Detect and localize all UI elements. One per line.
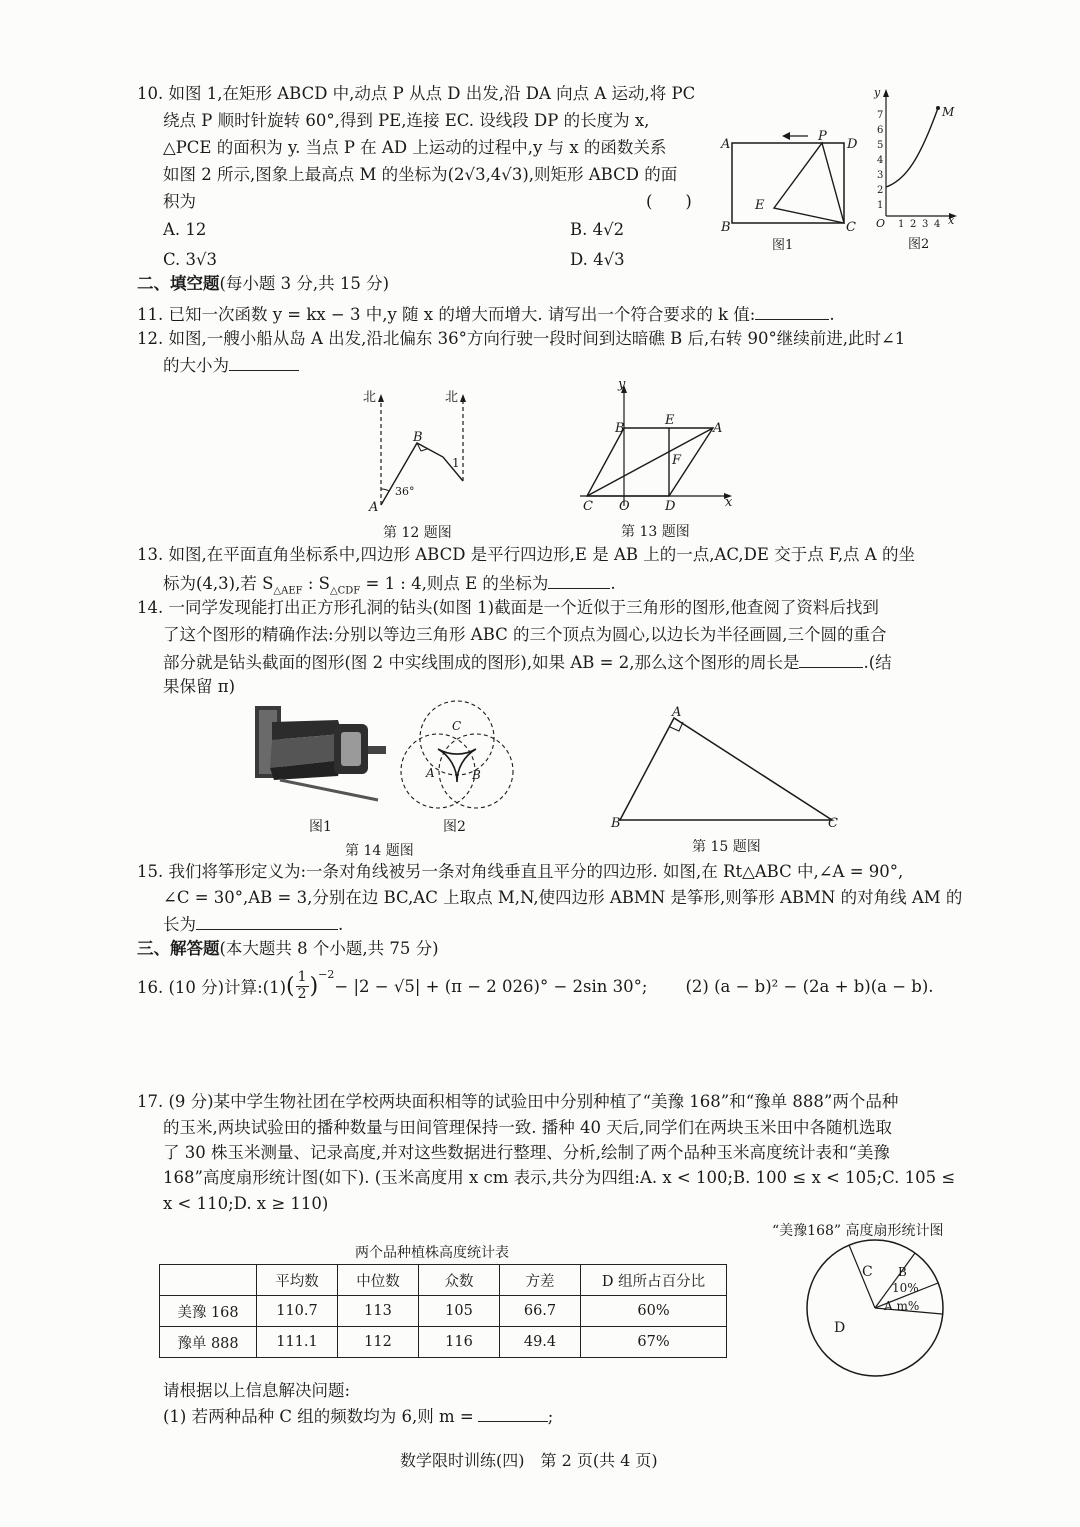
q17-sub1-tail: ; — [547, 1407, 554, 1426]
fig1-label-e: E — [755, 198, 765, 213]
table-cell: 67% — [581, 1327, 727, 1358]
q15-figure — [610, 705, 850, 858]
q14-fig-label-a: A — [426, 766, 435, 780]
q12-fig-caption: 第 12 题图 — [383, 525, 452, 541]
q14-line-3-text: 部分就是钻头截面的图形(图 2 中实线围成的图形),如果 AB = 2,那么这个图形的周长是 — [163, 653, 800, 672]
q16-prefix: 16. (10 分)计算:(1) — [137, 978, 287, 997]
table-cell: 49.4 — [500, 1327, 581, 1358]
q13-sub-cdf: △CDF — [329, 585, 361, 597]
q14-answer-blank[interactable] — [799, 653, 863, 668]
q12-fig-north-2: 北 — [445, 390, 459, 405]
fig2-ytick-4: 4 — [877, 155, 884, 166]
q12-answer-blank[interactable] — [229, 356, 299, 371]
q17-prompt: 请根据以上信息解决问题: — [163, 1381, 351, 1400]
table-cell: 66.7 — [500, 1296, 581, 1327]
fig1-label-p: P — [818, 129, 827, 144]
fig2-ytick-7: 7 — [877, 110, 884, 121]
q16-fraction — [296, 970, 309, 1002]
table-cell: 112 — [338, 1327, 419, 1358]
table-cell: 116 — [419, 1327, 500, 1358]
q14-drill-photo — [250, 706, 390, 806]
q17-line-2: 的玉米,两块试验田的播种数量与田间管理保持一致. 播种 40 天后,同学们在两块玉米田中各随机选取 — [163, 1118, 892, 1137]
q10-figure-2 — [872, 86, 962, 256]
table-header-empty — [160, 1265, 257, 1296]
q12-fig-angle-1: 1 — [452, 456, 460, 470]
q17-stats-table — [159, 1264, 727, 1358]
q12-line-1: 12. 如图,一艘小船从岛 A 出发,沿北偏东 36°方向行驶一段时间到达暗礁 B 后,右转 90°继续前进,此时∠1 — [137, 329, 906, 348]
fig1-caption: 图1 — [772, 238, 794, 253]
q15-line-3 — [163, 915, 343, 934]
q10-option-b: B. 4√2 — [570, 220, 625, 239]
q12-line-2 — [163, 356, 299, 375]
q16-paren-open: ( — [286, 973, 295, 999]
table-header-variance: 方差 — [500, 1265, 581, 1296]
q10-option-c: C. 3√3 — [163, 250, 218, 269]
q13-fig-label-o: O — [619, 499, 630, 514]
q13-fig-label-c: C — [583, 499, 593, 514]
table-cell: 105 — [419, 1296, 500, 1327]
q16-paren-close: ) — [309, 973, 319, 999]
section-2-title: 二、填空题 — [137, 274, 220, 293]
fig2-xtick-1: 1 — [898, 219, 905, 230]
q10-line-3: △PCE 的面积为 y. 当点 P 在 AD 上运动的过程中,y 与 x 的函数关系 — [163, 138, 667, 157]
fig2-point-m: M — [942, 105, 955, 119]
q13-fig-label-f: F — [672, 453, 682, 468]
section-3-note: (本大题共 8 个小题,共 75 分) — [219, 939, 439, 958]
pie-label-c: C — [862, 1264, 873, 1280]
q15-tail: . — [338, 915, 344, 934]
q11-text: 11. 已知一次函数 y = kx − 3 中,y 随 x 的增大而增大. 请写出一个符合要求的 k 值: — [137, 305, 756, 324]
fig2-x-axis-label: x — [948, 214, 955, 227]
fig2-caption: 图2 — [908, 237, 930, 252]
q14-fig-label-c: C — [452, 719, 462, 733]
q13-figure — [575, 377, 740, 545]
q13-fig-label-b: B — [615, 421, 625, 436]
q13-sub-aef: △AEF — [273, 585, 303, 597]
table-header-mode: 众数 — [419, 1265, 500, 1296]
q16-rest: − |2 − √5| + (π − 2 026)° − 2sin 30°; — [334, 976, 648, 996]
q11-answer-blank[interactable] — [755, 305, 829, 320]
fig2-xtick-2: 2 — [910, 219, 917, 230]
q15-fig-label-b: B — [611, 816, 621, 831]
page-footer: 数学限时训练(四) 第 2 页(共 4 页) — [400, 1451, 658, 1470]
q12-fig-label-b: B — [413, 430, 423, 445]
fig1-label-a: A — [721, 137, 731, 152]
pie-label-b-percent: 10% — [892, 1281, 919, 1295]
q15-fig-label-c: C — [828, 816, 838, 831]
q14-line-4: 果保留 π) — [163, 677, 236, 696]
q17-sub1-blank[interactable] — [478, 1407, 548, 1422]
q10-answer-paren: ( ) — [646, 192, 692, 211]
q14-line-2: 了这个图形的精确作法:分别以等边三角形 ABC 的三个顶点为圆心,以边长为半径画圆,三个圆的重合 — [163, 625, 887, 644]
pie-label-b: B — [898, 1265, 907, 1279]
q13-line-2c: = 1 : 4,则点 E 的坐标为 — [360, 574, 549, 593]
q10-option-a: A. 12 — [163, 220, 207, 239]
q12-fig-north-1: 北 — [363, 390, 377, 405]
fig2-xtick-3: 3 — [922, 219, 929, 230]
fig1-label-d: D — [847, 137, 858, 152]
table-cell: 美豫 168 — [160, 1296, 257, 1327]
q17-table-title: 两个品种植株高度统计表 — [355, 1245, 509, 1261]
section-3-heading — [137, 941, 439, 958]
q15-line-2: ∠C = 30°,AB = 3,分别在边 BC,AC 上取点 M,N,使四边形 ABMN 是筝形,则筝形 ABMN 的对角线 AM 的 — [163, 888, 963, 907]
table-cell: 60% — [581, 1296, 727, 1327]
q17-sub1-text: (1) 若两种品种 C 组的频数均为 6,则 m = — [163, 1407, 474, 1426]
table-cell: 111.1 — [257, 1327, 338, 1358]
q12-figure — [355, 385, 485, 545]
q17-line-3: 了 30 株玉米测量、记录高度,并对这些数据进行整理、分析,绘制了两个品种玉米高度统计表和“美豫 — [163, 1143, 890, 1162]
q13-fig-label-d: D — [665, 499, 676, 514]
q17-line-1: 17. (9 分)某中学生物社团在学校两块面积相等的试验田中分别种植了“美豫 168”和“豫单 888”两个品种 — [137, 1092, 899, 1111]
q14-line-1: 14. 一同学发现能打出正方形孔洞的钻头(如图 1)截面是一个近似于三角形的图形,他查阅了资料后找到 — [137, 598, 879, 617]
fig1-label-c: C — [846, 220, 856, 235]
fig1-label-b: B — [721, 220, 731, 235]
section-2-note: (每小题 3 分,共 15 分) — [219, 274, 390, 293]
table-header-d-percent: D 组所占百分比 — [581, 1265, 727, 1296]
q15-answer-blank[interactable] — [196, 915, 338, 930]
section-2-heading — [137, 276, 389, 293]
q17-pie-chart — [800, 1238, 952, 1378]
table-cell: 豫单 888 — [160, 1327, 257, 1358]
q13-fig-y-label: y — [618, 377, 626, 392]
q10-line-4: 如图 2 所示,图象上最高点 M 的坐标为(2√3,4√3),则矩形 ABCD 的面 — [163, 165, 678, 184]
q14-fig-label-b: B — [472, 768, 481, 782]
table-row — [160, 1296, 727, 1327]
fig2-xtick-4: 4 — [934, 219, 941, 230]
q17-line-4: 168”高度扇形统计图(如下). (玉米高度用 x cm 表示,共分为四组:A. x < 100;B. 100 ≤ x < 105;C. 105 ≤ — [163, 1168, 956, 1187]
q13-tail: . — [610, 574, 616, 593]
fig2-origin-label: O — [876, 217, 886, 230]
q13-fig-caption: 第 13 题图 — [621, 524, 690, 540]
table-cell: 113 — [338, 1296, 419, 1327]
q10-figure-1 — [718, 118, 868, 258]
fig2-ytick-6: 6 — [877, 125, 884, 136]
q13-line-1: 13. 如图,在平面直角坐标系中,四边形 ABCD 是平行四边形,E 是 AB 上的一点,AC,DE 交于点 F,点 A 的坐 — [137, 545, 915, 564]
question-11 — [137, 305, 835, 324]
q13-line-2 — [163, 574, 616, 596]
q14-fig-caption: 第 14 题图 — [345, 843, 414, 859]
q15-fig-label-a: A — [672, 705, 682, 720]
q17-pie-title: “美豫168” 高度扇形统计图 — [772, 1223, 944, 1239]
q12-line-2-text: 的大小为 — [163, 356, 229, 375]
table-header-mean: 平均数 — [257, 1265, 338, 1296]
q16-frac-num: 1 — [297, 969, 307, 986]
question-16 — [137, 966, 934, 1006]
fig2-ytick-1: 1 — [877, 200, 884, 211]
q16-exponent: −2 — [318, 968, 335, 981]
q15-fig-caption: 第 15 题图 — [692, 839, 761, 855]
q10-line-1: 10. 如图 1,在矩形 ABCD 中,动点 P 从点 D 出发,沿 DA 向点 A 运动,将 PC — [137, 84, 696, 103]
q16-part-2: (2) (a − b)² − (2a + b)(a − b). — [685, 976, 934, 996]
q13-fig-x-label: x — [725, 495, 733, 510]
q17-line-5: x < 110;D. x ≥ 110) — [163, 1194, 329, 1213]
q14-line-3 — [163, 653, 892, 672]
q12-fig-angle-36: 36° — [395, 485, 415, 498]
q10-line-2: 绕点 P 顺时针旋转 60°,得到 PE,连接 EC. 设线段 DP 的长度为 x, — [163, 111, 650, 130]
q13-answer-blank[interactable] — [548, 574, 610, 589]
q13-line-2b: : S — [302, 574, 330, 593]
pie-label-a: A m% — [884, 1299, 920, 1313]
q13-line-2a: 标为(4,3),若 S — [163, 574, 274, 593]
fig2-y-axis-label: y — [874, 86, 881, 99]
q10-option-d: D. 4√3 — [570, 250, 625, 269]
q14-line-3-tail: .(结 — [863, 653, 892, 672]
q14-fig2-caption: 图2 — [443, 819, 466, 835]
table-cell: 110.7 — [257, 1296, 338, 1327]
fig2-ytick-5: 5 — [877, 140, 884, 151]
q13-fig-label-e: E — [665, 413, 675, 428]
section-3-title: 三、解答题 — [137, 939, 220, 958]
table-header-median: 中位数 — [338, 1265, 419, 1296]
q14-fig1-caption: 图1 — [309, 819, 332, 835]
q15-line-1: 15. 我们将筝形定义为:一条对角线被另一条对角线垂直且平分的四边形. 如图,在 Rt△ABC 中,∠A = 90°, — [137, 862, 904, 881]
q10-line-5: 积为 — [163, 192, 196, 211]
q15-line-3-text: 长为 — [163, 915, 196, 934]
pie-label-d: D — [834, 1320, 846, 1336]
table-header-row — [160, 1265, 727, 1296]
fig2-ytick-3: 3 — [877, 170, 884, 181]
q16-frac-den: 2 — [297, 985, 307, 1002]
q17-sub-question-1 — [163, 1407, 553, 1426]
q12-fig-label-a: A — [369, 500, 379, 515]
fig2-ytick-2: 2 — [877, 185, 884, 196]
q13-fig-label-a: A — [713, 421, 723, 436]
q14-reuleaux-figure — [400, 697, 520, 812]
table-row — [160, 1327, 727, 1358]
q11-tail: . — [829, 305, 835, 324]
